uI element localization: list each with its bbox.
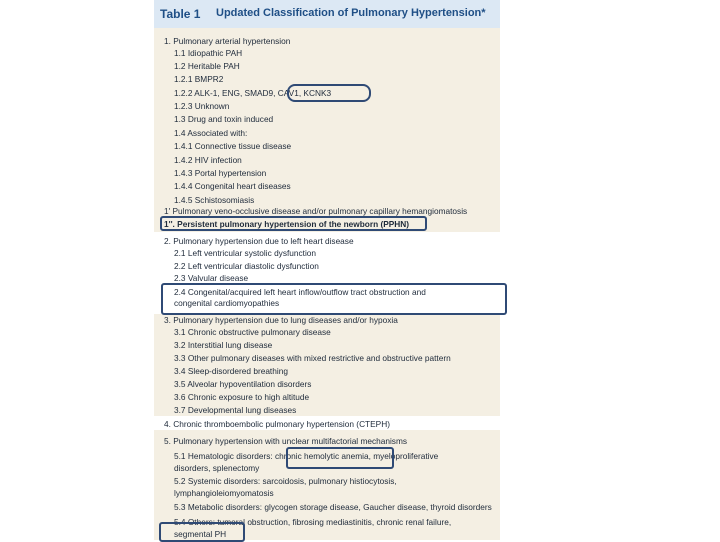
table-row: 5.3 Metabolic disorders: glycogen storage disease, Gaucher disease, thyroid disorders: [174, 502, 492, 512]
highlight-hemolytic-anemia: [286, 447, 394, 469]
table-row: 2.4 Congenital/acquired left heart inflow/outflow tract obstruction and: [174, 287, 426, 297]
table-row: 2.2 Left ventricular diastolic dysfunction: [174, 261, 319, 271]
table-row: 1.4.5 Schistosomiasis: [174, 195, 255, 205]
table-row: 3.5 Alveolar hypoventilation disorders: [174, 379, 312, 389]
table-row: 1' Pulmonary veno-occlusive disease and/or pulmonary capillary hemangiomatosis: [164, 206, 468, 216]
table-row: 4. Chronic thromboembolic pulmonary hypertension (CTEPH): [164, 419, 390, 429]
table-row: 1.4.3 Portal hypertension: [174, 168, 267, 178]
table-row: 3.4 Sleep-disordered breathing: [174, 366, 288, 376]
table-row: 3.3 Other pulmonary diseases with mixed restrictive and obstructive pattern: [174, 353, 451, 363]
table-title: Updated Classification of Pulmonary Hypertension*: [216, 7, 486, 19]
table-row: 3.7 Developmental lung diseases: [174, 405, 297, 415]
table-row: 5. Pulmonary hypertension with unclear multifactorial mechanisms: [164, 436, 408, 446]
table-row: 5.4 Others: tumoral obstruction, fibrosing mediastinitis, chronic renal failure,: [174, 517, 452, 527]
table-row: 1.2 Heritable PAH: [174, 61, 240, 71]
table-row: 5.2 Systemic disorders: sarcoidosis, pulmonary histiocytosis,: [174, 476, 397, 486]
table-row: disorders, splenectomy: [174, 463, 260, 473]
table-row: 2.1 Left ventricular systolic dysfunction: [174, 248, 317, 258]
table-row: 1.4.2 HIV infection: [174, 155, 242, 165]
table-row: 1.4.1 Connective tissue disease: [174, 141, 292, 151]
table-row: segmental PH: [174, 529, 227, 539]
table-row: 1''. Persistent pulmonary hypertension of the newborn (PPHN): [164, 219, 410, 229]
highlight-segmental-ph: [159, 522, 245, 542]
table-row: 3.2 Interstitial lung disease: [174, 340, 273, 350]
table-row: congenital cardiomyopathies: [174, 298, 280, 308]
table-row: 1.2.2 ALK-1, ENG, SMAD9, CAV1, KCNK3: [174, 88, 332, 98]
table-row: 5.1 Hematologic disorders: chronic hemolytic anemia, myeloproliferative: [174, 451, 439, 461]
table-header: [154, 0, 500, 28]
table-row: 1.1 Idiopathic PAH: [174, 48, 243, 58]
table-row: 3.6 Chronic exposure to high altitude: [174, 392, 310, 402]
table-row: 1.4 Associated with:: [174, 128, 248, 138]
table-row: 1.3 Drug and toxin induced: [174, 114, 274, 124]
table-row: lymphangioleiomyomatosis: [174, 488, 274, 498]
highlight-pphn: [160, 216, 427, 231]
table-number: Table 1: [160, 7, 201, 21]
table-row: 1.4.4 Congenital heart diseases: [174, 181, 291, 191]
table-row: 1.2.3 Unknown: [174, 101, 230, 111]
table-row: 3.1 Chronic obstructive pulmonary disease: [174, 327, 331, 337]
table-row: 1. Pulmonary arterial hypertension: [164, 36, 291, 46]
highlight-left-heart-obstruction: [161, 283, 507, 315]
table-row: 1.2.1 BMPR2: [174, 74, 224, 84]
highlight-cav1-kcnk3: [287, 84, 371, 102]
table-row: 3. Pulmonary hypertension due to lung diseases and/or hypoxia: [164, 315, 398, 325]
table-row: 2. Pulmonary hypertension due to left heart disease: [164, 236, 354, 246]
table-row: 2.3 Valvular disease: [174, 273, 249, 283]
